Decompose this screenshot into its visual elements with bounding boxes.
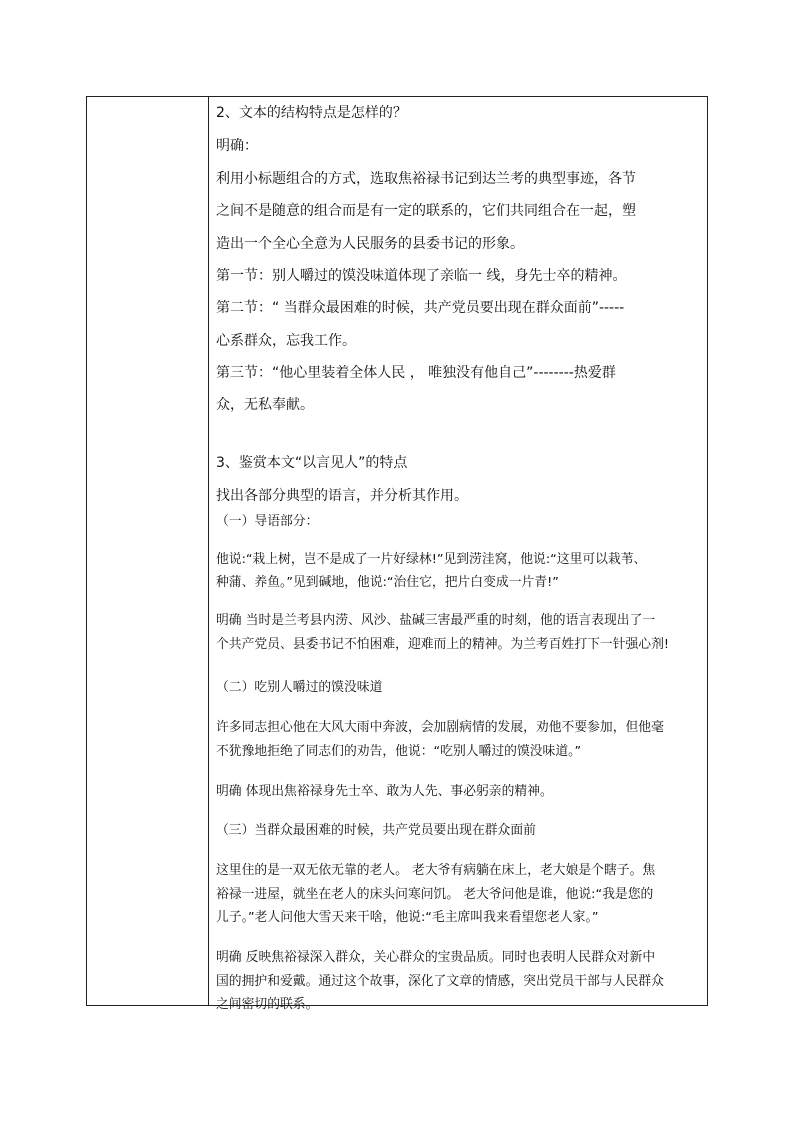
subheading-3: （三）当群众最困难的时候，共产党员要出现在群众面前 bbox=[216, 823, 536, 838]
quote-line: 裕禄一进屋，就坐在老人的床头问寒问饥。 老大爷问他是谁，他说:“我是您的 bbox=[216, 887, 654, 902]
column-divider bbox=[208, 97, 209, 1005]
instruction-line: 找出各部分典型的语言，并分析其作用。 bbox=[216, 488, 468, 504]
quote-line: 种蒲、养鱼。”见到碱地，他说:“治住它，把片白变成一片青!” bbox=[216, 575, 559, 590]
quote-line: 这里住的是一双无依无靠的老人。 老大爷有病躺在床上，老大娘是个瞎子。焦 bbox=[216, 863, 656, 878]
analysis-line: 明确 当时是兰考县内涝、风沙、盐碱三害最严重的时刻，他的语言表现出了一 bbox=[216, 613, 656, 628]
subheading-1: （一）导语部分： bbox=[216, 514, 319, 529]
paragraph-line: 利用小标题组合的方式，选取焦裕禄书记到达兰考的典型事迹，各节 bbox=[216, 171, 636, 187]
section-1-line: 第一节：别人嚼过的馍没味道体现了亲临一 线，身先士卒的精神。 bbox=[216, 268, 627, 284]
answer-label: 明确： bbox=[216, 138, 258, 154]
question-2-heading: 2、文本的结构特点是怎样的？ bbox=[216, 105, 407, 121]
left-cell bbox=[87, 97, 208, 1005]
paragraph-line: 造出一个全心全意为人民服务的县委书记的形象。 bbox=[216, 236, 524, 252]
quote-line: 不犹豫地拒绝了同志们的劝告，他说：“吃别人嚼过的馍没味道。” bbox=[216, 744, 582, 759]
analysis-line: 个共产党员、县委书记不怕困难，迎难而上的精神。为兰考百姓打下一针强心剂! bbox=[216, 637, 670, 652]
section-2-line: 心系群众，忘我工作。 bbox=[216, 333, 356, 349]
section-2-line: 第二节：“ 当群众最困难的时候，共产党员要出现在群众面前”----- bbox=[216, 300, 625, 316]
section-3-line: 众，无私奉献。 bbox=[216, 397, 314, 413]
subheading-2: （二）吃别人嚼过的馍没味道 bbox=[216, 680, 383, 695]
quote-line: 儿子。”老人问他大雪天来干啥，他说:“毛主席叫我来看望您老人家。” bbox=[216, 910, 599, 925]
quote-line: 许多同志担心他在大风大雨中奔波，会加剧病情的发展，劝他不要参加，但他毫 bbox=[216, 720, 664, 735]
quote-line: 他说:“栽上树，岂不是成了一片好绿林!”见到涝洼窝，他说:“这里可以栽苇、 bbox=[216, 552, 647, 567]
analysis-line: 之间密切的联系。 bbox=[216, 997, 319, 1012]
paragraph-line: 之间不是随意的组合而是有一定的联系的，它们共同组合在一起，塑 bbox=[216, 203, 636, 219]
content-table bbox=[86, 96, 708, 1012]
question-3-heading: 3、鉴赏本文“以言见人”的特点 bbox=[216, 455, 408, 471]
analysis-line: 明确 反映焦裕禄深入群众，关心群众的宝贵品质。同时也表明人民群众对新中 bbox=[216, 950, 656, 965]
analysis-line: 国的拥护和爱戴。通过这个故事，深化了文章的情感，突出党员干部与人民群众 bbox=[216, 974, 664, 989]
section-3-line: 第三节：“他心里装着全体人民 ， 唯独没有他自己”--------热爱群 bbox=[216, 365, 616, 381]
analysis-line: 明确 体现出焦裕禄身先士卒、敢为人先、事必躬亲的精神。 bbox=[216, 784, 553, 799]
